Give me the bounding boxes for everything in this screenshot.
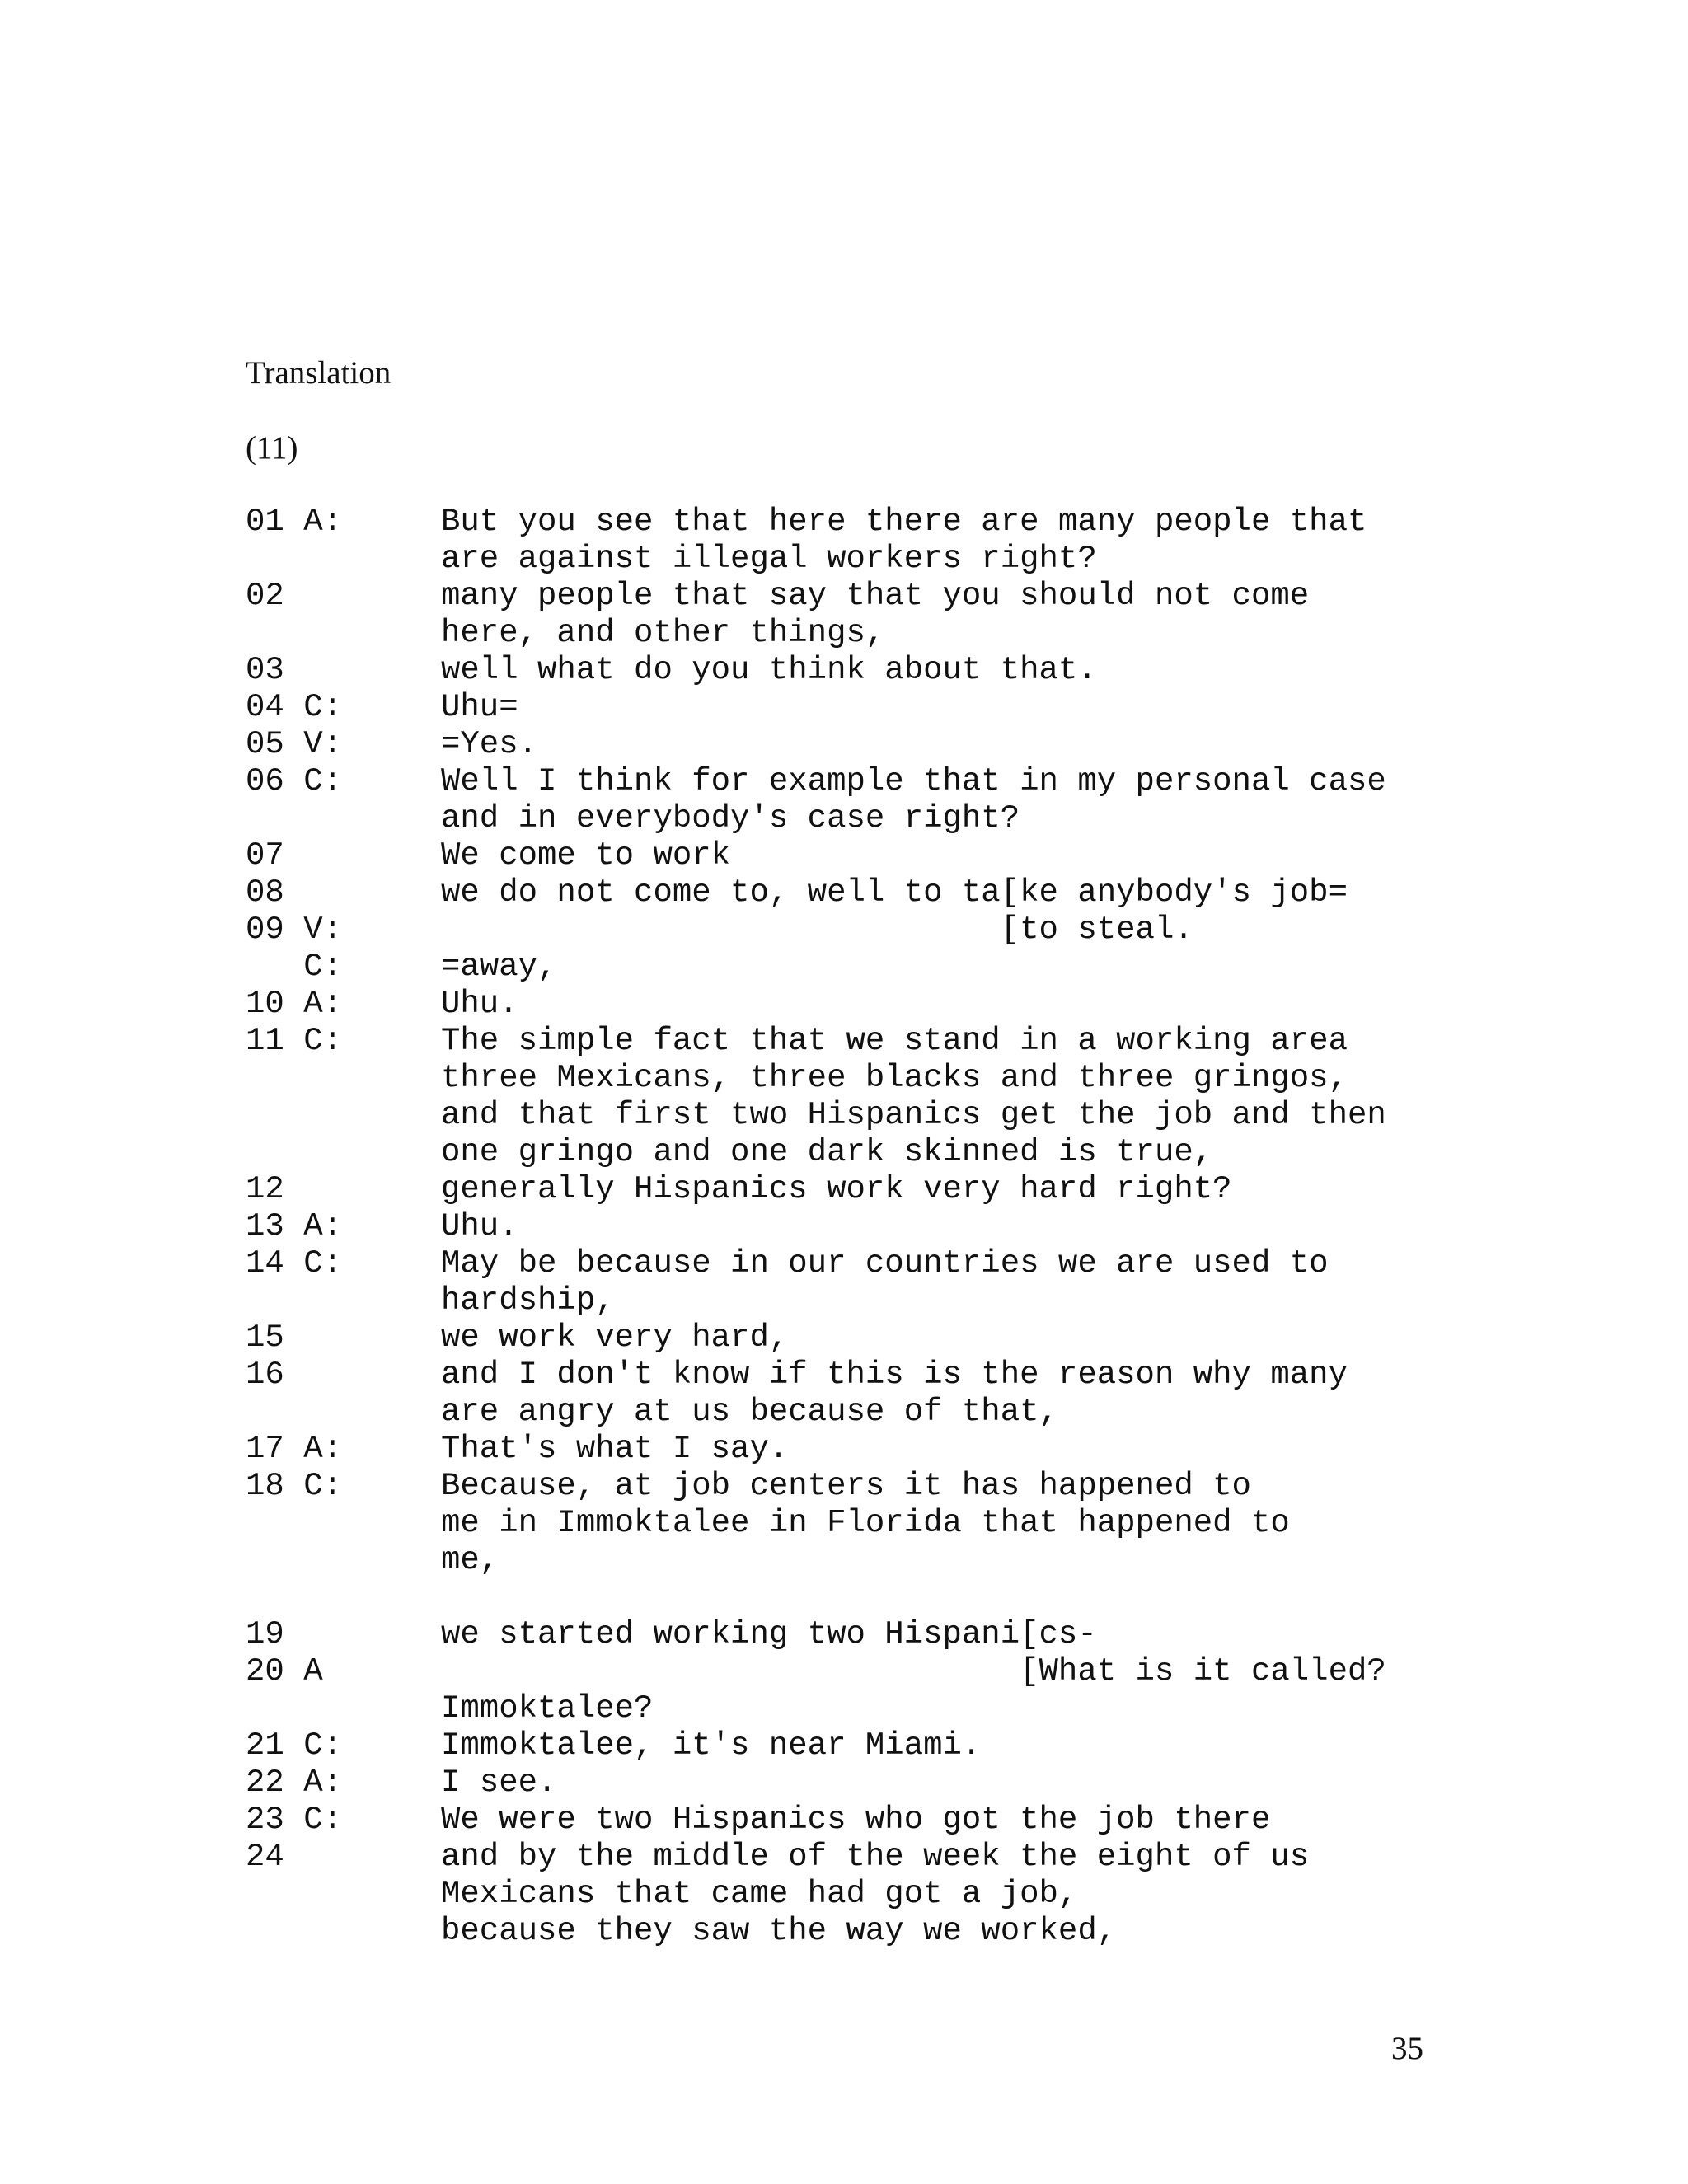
utterance-text: Immoktalee? [441,1690,654,1727]
utterance-text: We come to work [441,837,731,874]
line-number-speaker: 04 C: [246,689,343,725]
line-number-speaker: 23 C: [246,1802,343,1838]
line-number-speaker: 03 [246,652,284,688]
utterance-text: three Mexicans, three blacks and three gringos, [441,1060,1348,1096]
transcript-line [246,1653,1482,1690]
transcript-line [246,1171,1482,1208]
utterance-text: are against illegal workers right? [441,541,1097,577]
utterance-text: because they saw the way we worked, [441,1913,1117,1949]
utterance-text: [to steal. [441,912,1193,948]
transcript-line [246,1023,1482,1060]
transcript-line [246,1060,1482,1097]
line-number-speaker: 15 [246,1319,284,1356]
utterance-text: many people that say that you should not come [441,578,1310,614]
transcript-line [246,1357,1482,1394]
transcript-line [246,1839,1482,1876]
transcript-line [246,1913,1482,1950]
utterance-text: Because, at job centers it has happened to [441,1468,1251,1504]
utterance-text: and that first two Hispanics get the job and then [441,1097,1386,1133]
transcript-line [246,1579,1482,1616]
line-number-speaker: 11 C: [246,1023,343,1059]
transcript-line [246,800,1482,837]
transcript-line [246,1134,1482,1171]
transcript-line [246,1282,1482,1319]
utterance-text: [What is it called? [441,1653,1386,1690]
utterance-text: Immoktalee, it's near Miami. [441,1727,982,1764]
utterance-text: I see. [441,1765,557,1801]
utterance-text: The simple fact that we stand in a working area [441,1023,1348,1059]
section-title: Translation [246,355,392,391]
utterance-text: =Yes. [441,726,538,762]
transcript-line [246,504,1482,541]
line-number-speaker: 18 C: [246,1468,343,1504]
line-number-speaker: 08 [246,874,284,911]
utterance-text: =away, [441,949,557,985]
utterance-text: hardship, [441,1282,615,1319]
transcript-line [246,912,1482,949]
transcript-line [246,1505,1482,1542]
utterance-text: and in everybody's case right? [441,800,1020,837]
line-number-speaker: 17 A: [246,1431,343,1467]
line-number-speaker: 16 [246,1357,284,1393]
utterance-text: We were two Hispanics who got the job there [441,1802,1271,1838]
transcript-line [246,652,1482,689]
transcript-line [246,578,1482,615]
utterance-text: Uhu. [441,986,518,1022]
transcript-line [246,615,1482,652]
line-number-speaker: 21 C: [246,1727,343,1764]
line-number-speaker: 02 [246,578,284,614]
line-number-speaker: 24 [246,1839,284,1875]
transcript-line [246,689,1482,726]
line-number-speaker: 05 V: [246,726,343,762]
transcript-line [246,1690,1482,1727]
utterance-text: Well I think for example that in my personal case [441,763,1386,799]
utterance-text: Uhu= [441,689,518,725]
utterance-text: me in Immoktalee in Florida that happened to [441,1505,1290,1541]
utterance-text: well what do you think about that. [441,652,1097,688]
transcript-line [246,1616,1482,1653]
utterance-text: here, and other things, [441,615,885,651]
utterance-text: Mexicans that came had got a job, [441,1876,1078,1912]
line-number-speaker: 07 [246,837,284,874]
utterance-text: generally Hispanics work very hard right? [441,1171,1232,1207]
utterance-text: That's what I say. [441,1431,789,1467]
example-number: (11) [246,430,298,466]
utterance-text: and by the middle of the week the eight of us [441,1839,1310,1875]
utterance-text: and I don't know if this is the reason why many [441,1357,1348,1393]
line-number-speaker: 13 A: [246,1208,343,1244]
transcript-line [246,874,1482,912]
transcript-line [246,541,1482,578]
utterance-text: Uhu. [441,1208,518,1244]
line-number-speaker: 06 C: [246,763,343,799]
transcript-line [246,1394,1482,1431]
transcript-line [246,1765,1482,1802]
transcript-line [246,1468,1482,1505]
utterance-text: But you see that here there are many people that [441,504,1367,540]
utterance-text: are angry at us because of that, [441,1394,1058,1430]
transcript-line [246,1208,1482,1245]
utterance-text: May be because in our countries we are used to [441,1245,1329,1282]
utterance-text: we do not come to, well to ta[ke anybody's job= [441,874,1348,911]
line-number-speaker: 01 A: [246,504,343,540]
transcript-line [246,726,1482,763]
transcript-line [246,1802,1482,1839]
transcript-line [246,1876,1482,1913]
utterance-text: one gringo and one dark skinned is true, [441,1134,1213,1170]
transcript-line [246,1542,1482,1579]
utterance-text: we work very hard, [441,1319,789,1356]
transcript-line [246,1727,1482,1765]
line-number-speaker: 20 A [246,1653,323,1690]
transcript-line [246,949,1482,986]
transcript-line [246,1431,1482,1468]
line-number-speaker: 12 [246,1171,284,1207]
line-number-speaker: 14 C: [246,1245,343,1282]
transcript-line [246,837,1482,874]
line-number-speaker: C: [246,949,343,985]
transcript-line [246,1245,1482,1282]
transcript-line [246,1319,1482,1357]
line-number-speaker: 10 A: [246,986,343,1022]
line-number-speaker: 09 V: [246,912,343,948]
line-number-speaker: 22 A: [246,1765,343,1801]
utterance-text: me, [441,1542,499,1578]
line-number-speaker: 19 [246,1616,284,1652]
transcript-line [246,986,1482,1023]
transcript-line [246,763,1482,800]
transcript [246,504,1482,1950]
transcript-line [246,1097,1482,1134]
page-number: 35 [1391,2031,1423,2066]
utterance-text: we started working two Hispani[cs- [441,1616,1097,1652]
